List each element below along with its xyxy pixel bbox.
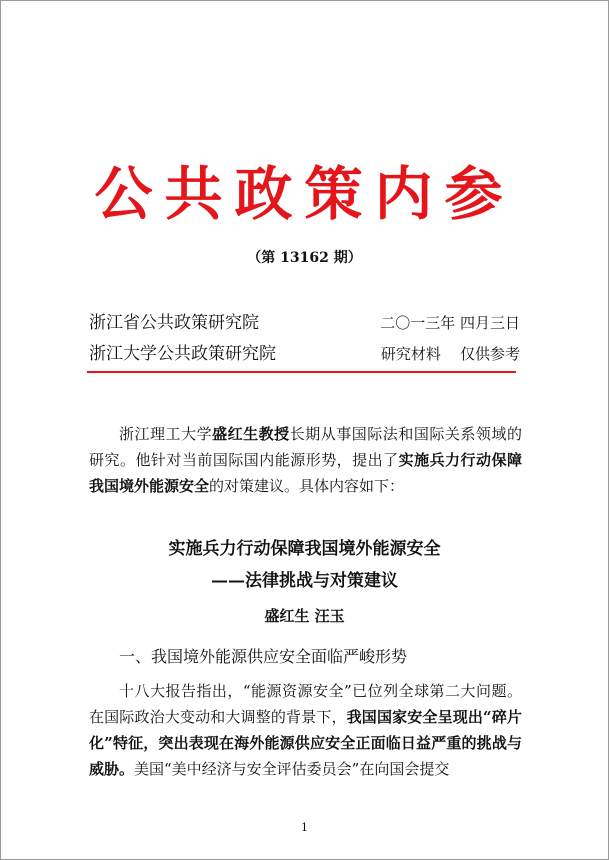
body-text-1: 十八大报告指出，“能源资源安全”已位列全球第二大问题。在国际政治大变动和大调整的背景下，: [89, 682, 522, 726]
issue-label: （第 13162 期）: [247, 250, 362, 266]
intro-text-3: 的对策建议。具体内容如下：: [209, 477, 405, 495]
org-university: 浙江大学公共政策研究院: [89, 344, 276, 364]
header-row-1: [89, 311, 520, 335]
intro-text-2: 长期从事国际法和国际关系领域的研究。他针对当前国际国内能源形势，提出了: [89, 425, 522, 469]
article-subtitle: ——法律挑战与对策建议: [211, 571, 398, 591]
article-authors: 盛红生 汪玉: [264, 607, 345, 625]
circulation-note: 研究材料 仅供参考: [380, 345, 520, 363]
intro-text-1: 浙江理工大学: [119, 425, 213, 443]
red-divider: [87, 371, 516, 373]
issue-number: [1, 247, 608, 267]
page-number: 1: [301, 821, 308, 834]
masthead-title: 公共政策内参: [94, 160, 515, 228]
intro-author: 盛红生教授: [212, 425, 290, 443]
intro-topic: 实施兵力行动保障我国境外能源安全: [89, 451, 522, 495]
header-row-2: [89, 342, 520, 366]
body-paragraph: [89, 678, 522, 782]
article-title: 实施兵力行动保障我国境外能源安全: [168, 539, 441, 559]
intro-paragraph: [89, 421, 522, 499]
body-text-2: 美国“美中经济与安全评估委员会”在向国会提交: [134, 760, 450, 778]
body-text-bold: 我国国家安全呈现出“碎片化”特征，突出表现在海外能源供应安全正面临日益严重的挑战与威胁。: [89, 708, 522, 778]
publish-date: 二〇一三年 四月三日: [380, 314, 520, 332]
section-heading-1: 一、我国境外能源供应安全面临严峻形势: [119, 647, 408, 666]
org-provincial: 浙江省公共政策研究院: [89, 313, 259, 333]
